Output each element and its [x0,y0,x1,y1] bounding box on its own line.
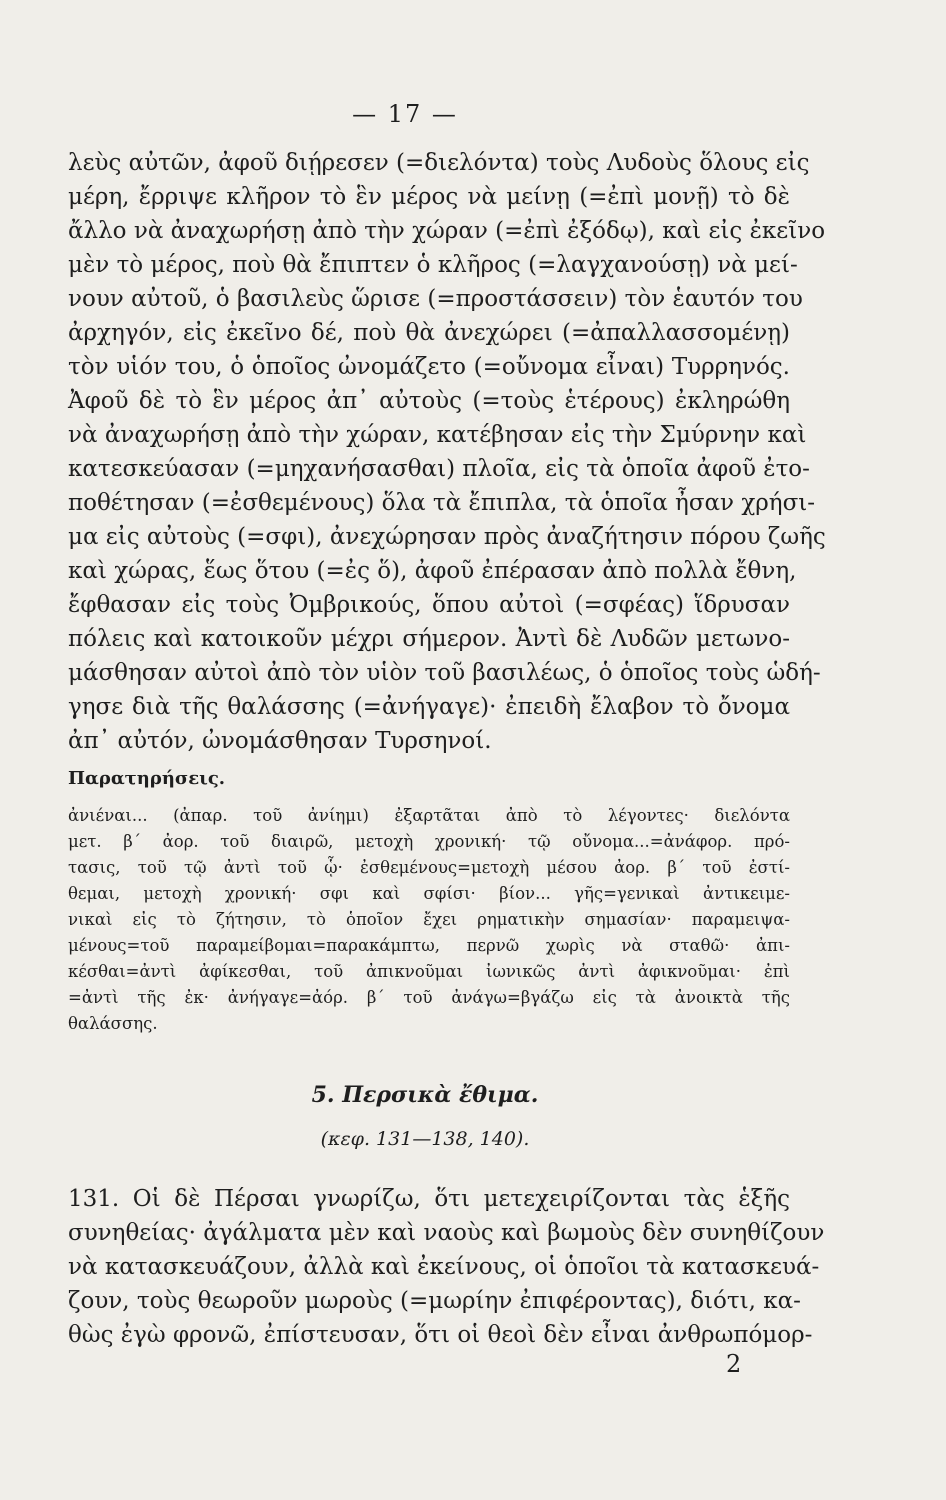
note-line: τασις, τοῦ τῷ ἀντὶ τοῦ ᾧ· ἐσθεμένους=μετοχὴ μέσου ἀορ. β΄ τοῦ ἐστί- [68,858,790,877]
text-line: θὼς ἐγὼ φρονῶ, ἐπίστευσαν, ὅτι οἱ θεοὶ δὲν εἶναι ἀνθρωπόμορ- [68,1322,813,1348]
note-line: θαλάσσης. [68,1014,158,1033]
paragraph-1 [68,150,826,762]
note-line: ἀνιέναι... (ἀπαρ. τοῦ ἀνίημι) ἐξαρτᾶται ἀπὸ τὸ λέγοντες· διελόντα [68,806,790,825]
text-line: τὸν υἱόν του, ὁ ὁποῖος ὠνομάζετο (=οὔνομα εἶναι) Τυρρηνός. [68,354,790,380]
note-line: νικαὶ εἰς τὸ ζήτησιν, τὸ ὁποῖον ἔχει ρηματικὴν σημασίαν· παραμειψα- [68,910,790,929]
text-line: νὰ ἀναχωρήσῃ ἀπὸ τὴν χώραν, κατέβησαν εἰς τὴν Σμύρνην καὶ [68,422,807,448]
notes-block [68,806,790,1040]
signature-mark: 2 [726,1350,742,1378]
notes-heading: Παρατηρήσεις. [68,768,226,789]
section-subtitle: (κεφ. 131—138, 140). [320,1128,530,1150]
text-line: Ἀφοῦ δὲ τὸ ἓν μέρος ἀπ᾽ αὐτοὺς (=τοὺς ἑτέρους) ἐκληρώθη [68,388,790,414]
text-line: ἄλλο νὰ ἀναχωρήσῃ ἀπὸ τὴν χώραν (=ἐπὶ ἐξόδῳ), καὶ εἰς ἐκεῖνο [68,218,826,244]
text-line: ἀρχηγόν, εἰς ἐκεῖνο δέ, ποὺ θὰ ἀνεχώρει (=ἀπαλλασσομένῃ) [68,320,790,346]
note-line: κέσθαι=ἀντὶ ἀφίκεσθαι, τοῦ ἀπικνοῦμαι ἰωνικῶς ἀντὶ ἀφικνοῦμαι· ἐπὶ [68,962,790,981]
text-line: 131. Οἱ δὲ Πέρσαι γνωρίζω, ὅτι μετεχειρίζονται τὰς ἑξῆς [68,1186,790,1212]
text-line: νουν αὐτοῦ, ὁ βασιλεὺς ὥρισε (=προστάσσειν) τὸν ἑαυτόν του [68,286,803,312]
note-line: =ἀντὶ τῆς ἐκ· ἀνήγαγε=ἀόρ. β΄ τοῦ ἀνάγω=βγάζω εἰς τὰ ἀνοικτὰ τῆς [68,988,790,1007]
text-line: κατεσκεύασαν (=μηχανήσασθαι) πλοῖα, εἰς τὰ ὁποῖα ἀφοῦ ἐτο- [68,456,810,482]
text-line: ποθέτησαν (=ἐσθεμένους) ὅλα τὰ ἔπιπλα, τὰ ὁποῖα ἦσαν χρήσι- [68,490,816,516]
text-line: γησε διὰ τῆς θαλάσσης (=ἀνήγαγε)· ἐπειδὴ ἔλαβον τὸ ὄνομα [68,694,790,720]
text-line: μὲν τὸ μέρος, ποὺ θὰ ἔπιπτεν ὁ κλῆρος (=λαγχανούσῃ) νὰ μεί- [68,252,798,278]
text-line: νὰ κατασκευάζουν, ἀλλὰ καὶ ἐκείνους, οἱ ὁποῖοι τὰ κατασκευά- [68,1254,820,1280]
text-line: μάσθησαν αὐτοὶ ἀπὸ τὸν υἱὸν τοῦ βασιλέως, ὁ ὁποῖος τοὺς ὡδή- [68,660,821,686]
text-line: ζουν, τοὺς θεωροῦν μωροὺς (=μωρίην ἐπιφέροντας), διότι, κα- [68,1288,801,1314]
text-line: μα εἰς αὐτοὺς (=σφι), ἀνεχώρησαν πρὸς ἀναζήτησιν πόρου ζωῆς [68,524,826,550]
text-line: πόλεις καὶ κατοικοῦν μέχρι σήμερον. Ἀντὶ δὲ Λυδῶν μετωνο- [68,626,790,652]
note-line: μετ. β΄ ἀορ. τοῦ διαιρῶ, μετοχὴ χρονική· τῷ οὔνομα...=ἀνάφορ. πρό- [68,832,790,851]
text-line: ἔφθασαν εἰς τοὺς Ὀμβρικούς, ὅπου αὐτοὶ (=σφέας) ἵδρυσαν [68,592,790,618]
text-line: συνηθείας· ἀγάλματα μὲν καὶ ναοὺς καὶ βωμοὺς δὲν συνηθίζουν [68,1220,825,1246]
note-line: θεμαι, μετοχὴ χρονική· σφι καὶ σφίσι· βίον... γῆς=γενικαὶ ἀντικειμε- [68,884,790,903]
paragraph-2 [68,1186,825,1356]
text-line: καὶ χώρας, ἕως ὅτου (=ἐς ὅ), ἀφοῦ ἐπέρασαν ἀπὸ πολλὰ ἔθνη, [68,558,797,584]
text-line: ἀπ᾽ αὐτόν, ὠνομάσθησαν Τυρσηνοί. [68,728,492,754]
section-title: 5. Περσικὰ ἔθιμα. [311,1082,539,1108]
note-line: μένους=τοῦ παραμείβομαι=παρακάμπτω, περνῶ χωρὶς νὰ σταθῶ· ἀπι- [68,936,790,955]
page-number: — 17 — [352,100,458,128]
text-line: μέρη, ἔρριψε κλῆρον τὸ ἓν μέρος νὰ μείνῃ (=ἐπὶ μονῇ) τὸ δὲ [68,184,790,210]
text-line: λεὺς αὐτῶν, ἀφοῦ διῄρεσεν (=διελόντα) τοὺς Λυδοὺς ὅλους εἰς [68,150,810,176]
